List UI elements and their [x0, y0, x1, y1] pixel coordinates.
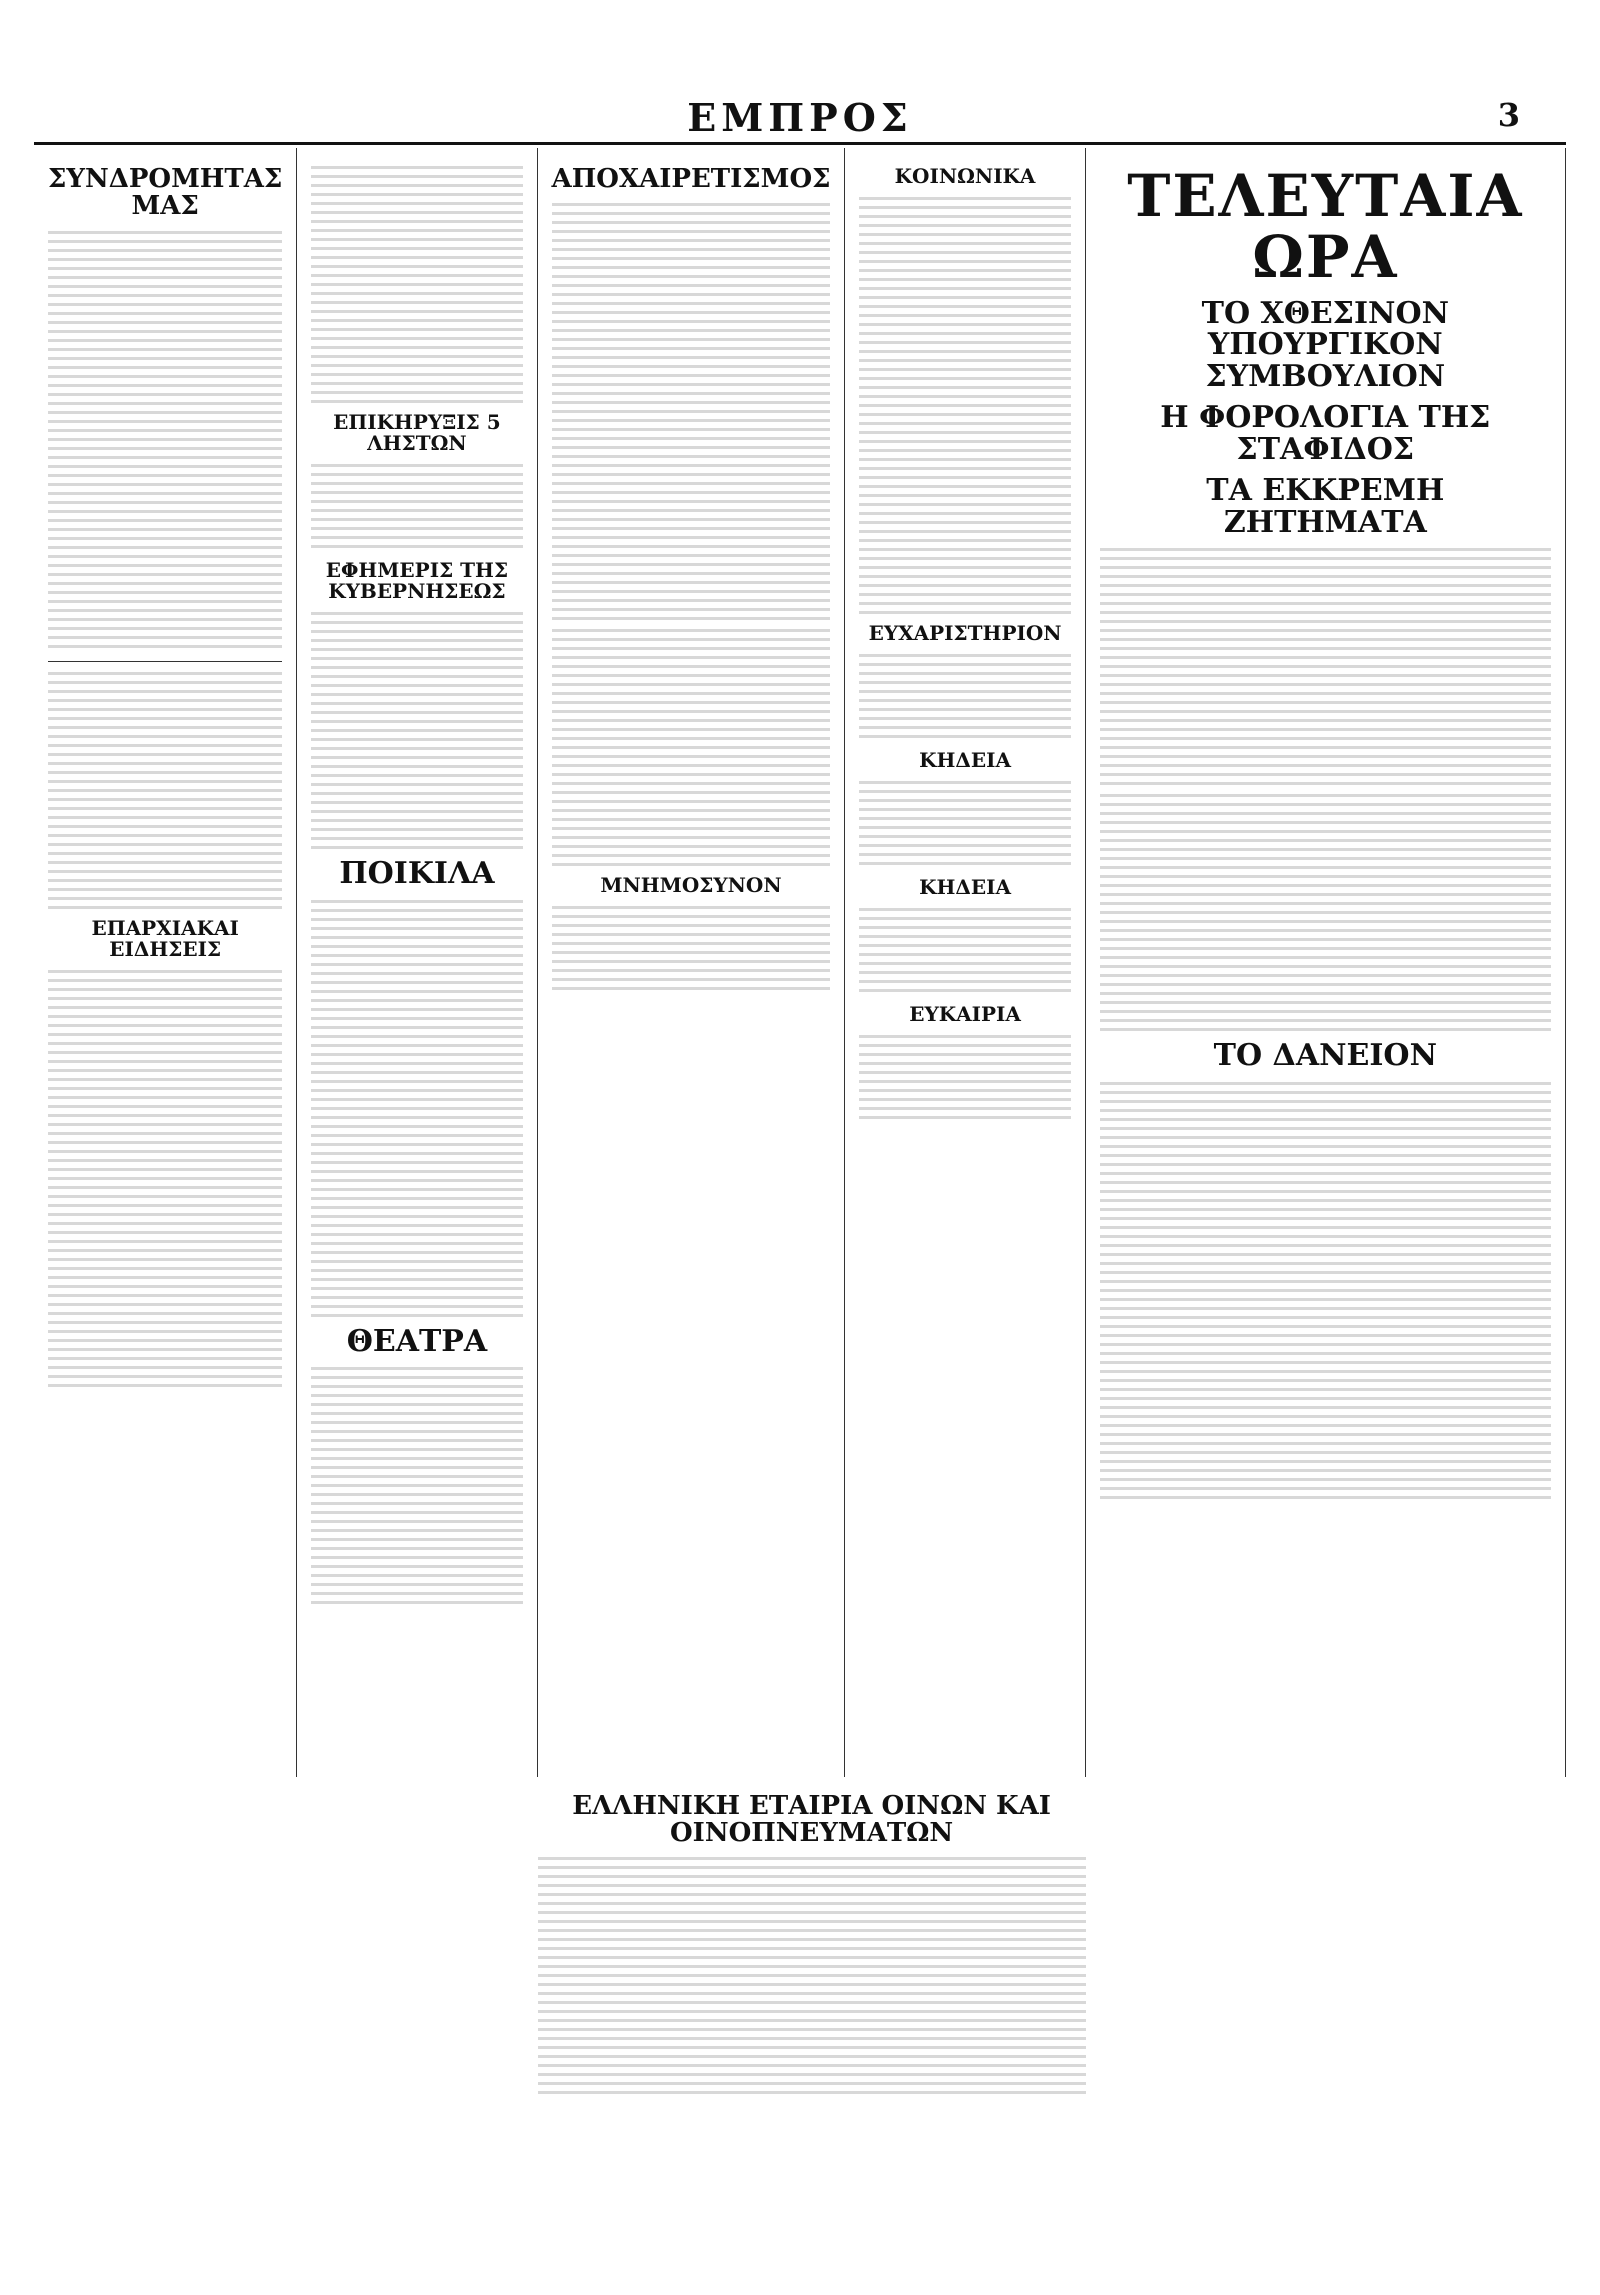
page-number: 3 [1497, 96, 1520, 134]
article-text-placeholder [311, 612, 522, 852]
headline: ΚΗΔΕΙΑ [919, 875, 1012, 899]
article-text-placeholder [552, 629, 831, 869]
article-text-placeholder [1100, 794, 1551, 1034]
article-text-placeholder [859, 1035, 1070, 1125]
headline: ΣΥΝΔΡΟΜΗΤΑΣ ΜΑΣ [48, 164, 283, 222]
headline: ΕΛΛΗΝΙΚΗ ΕΤΑΙΡΙΑ ΟΙΝΩΝ ΚΑΙ ΟΙΝΟΠΝΕΥΜΑΤΩΝ [572, 1790, 1051, 1848]
article-text-placeholder [859, 781, 1070, 871]
article-text-placeholder [48, 672, 282, 912]
headline: ΕΥΚΑΙΡΙΑ [909, 1002, 1021, 1026]
column-5 [1086, 148, 1566, 1777]
column-2 [297, 148, 537, 1777]
article-text-placeholder [48, 970, 282, 1390]
headline: ΤΟ ΔΑΝΕΙΟΝ [1213, 1038, 1437, 1074]
divider [48, 661, 282, 662]
headline: ΤΟ ΧΘΕΣΙΝΟΝ ΥΠΟΥΡΓΙΚΟΝ ΣΥΜΒΟΥΛΙΟΝ [1201, 295, 1450, 394]
column-3 [538, 148, 846, 1777]
columns [34, 148, 1566, 2255]
article-text-placeholder [48, 231, 282, 651]
headline: ΕΦΗΜΕΡΙΣ ΤΗΣ ΚΥΒΕΡΝΗΣΕΩΣ [325, 558, 509, 603]
headline: ΠΟΙΚΙΛΑ [339, 856, 495, 891]
headline: ΕΥΧΑΡΙΣΤΗΡΙΟΝ [868, 621, 1062, 645]
headline: ΘΕΑΤΡΑ [346, 1323, 488, 1359]
article-text-placeholder [311, 900, 522, 1320]
article-text-placeholder [859, 654, 1070, 744]
article-text-placeholder [552, 203, 831, 623]
headline: ΑΠΟΧΑΙΡΕΤΙΣΜΟΣ [551, 164, 831, 194]
headline: ΜΝΗΜΟΣΥΝΟΝ [600, 873, 782, 898]
article-text-placeholder [311, 166, 522, 406]
headline: ΚΗΔΕΙΑ [919, 748, 1012, 772]
headline: Η ΦΟΡΟΛΟΓΙΑ ΤΗΣ ΣΤΑΦΙΔΟΣ [1160, 400, 1491, 467]
article-text-placeholder [859, 908, 1070, 998]
headline: ΤΕΛΕΥΤΑΙΑ ΩΡΑ [1127, 162, 1524, 291]
headline: ΤΑ ΕΚΚΡΕΜΗ ΖΗΤΗΜΑΤΑ [1206, 473, 1445, 540]
article-text-placeholder [538, 1857, 1086, 2097]
headline: ΕΠΑΡΧΙΑΚΑΙ ΕΙΔΗΣΕΙΣ [91, 915, 239, 961]
advertisement-box [538, 1787, 1086, 2255]
article-text-placeholder [859, 197, 1070, 617]
headline: ΕΠΙΚΗΡΥΞΙΣ 5 ΛΗΣΤΩΝ [333, 410, 501, 455]
article-text-placeholder [1100, 1082, 1551, 1502]
headline: ΚΟΙΝΩΝΙΚΑ [894, 164, 1036, 188]
masthead-title: ΕΜΠΡΟΣ [687, 95, 913, 140]
article-text-placeholder [311, 1367, 522, 1607]
article-text-placeholder [1100, 548, 1551, 788]
column-1 [34, 148, 297, 1777]
article-text-placeholder [552, 906, 831, 996]
column-4 [845, 148, 1085, 1777]
article-text-placeholder [311, 464, 522, 554]
masthead-rule [34, 142, 1566, 145]
